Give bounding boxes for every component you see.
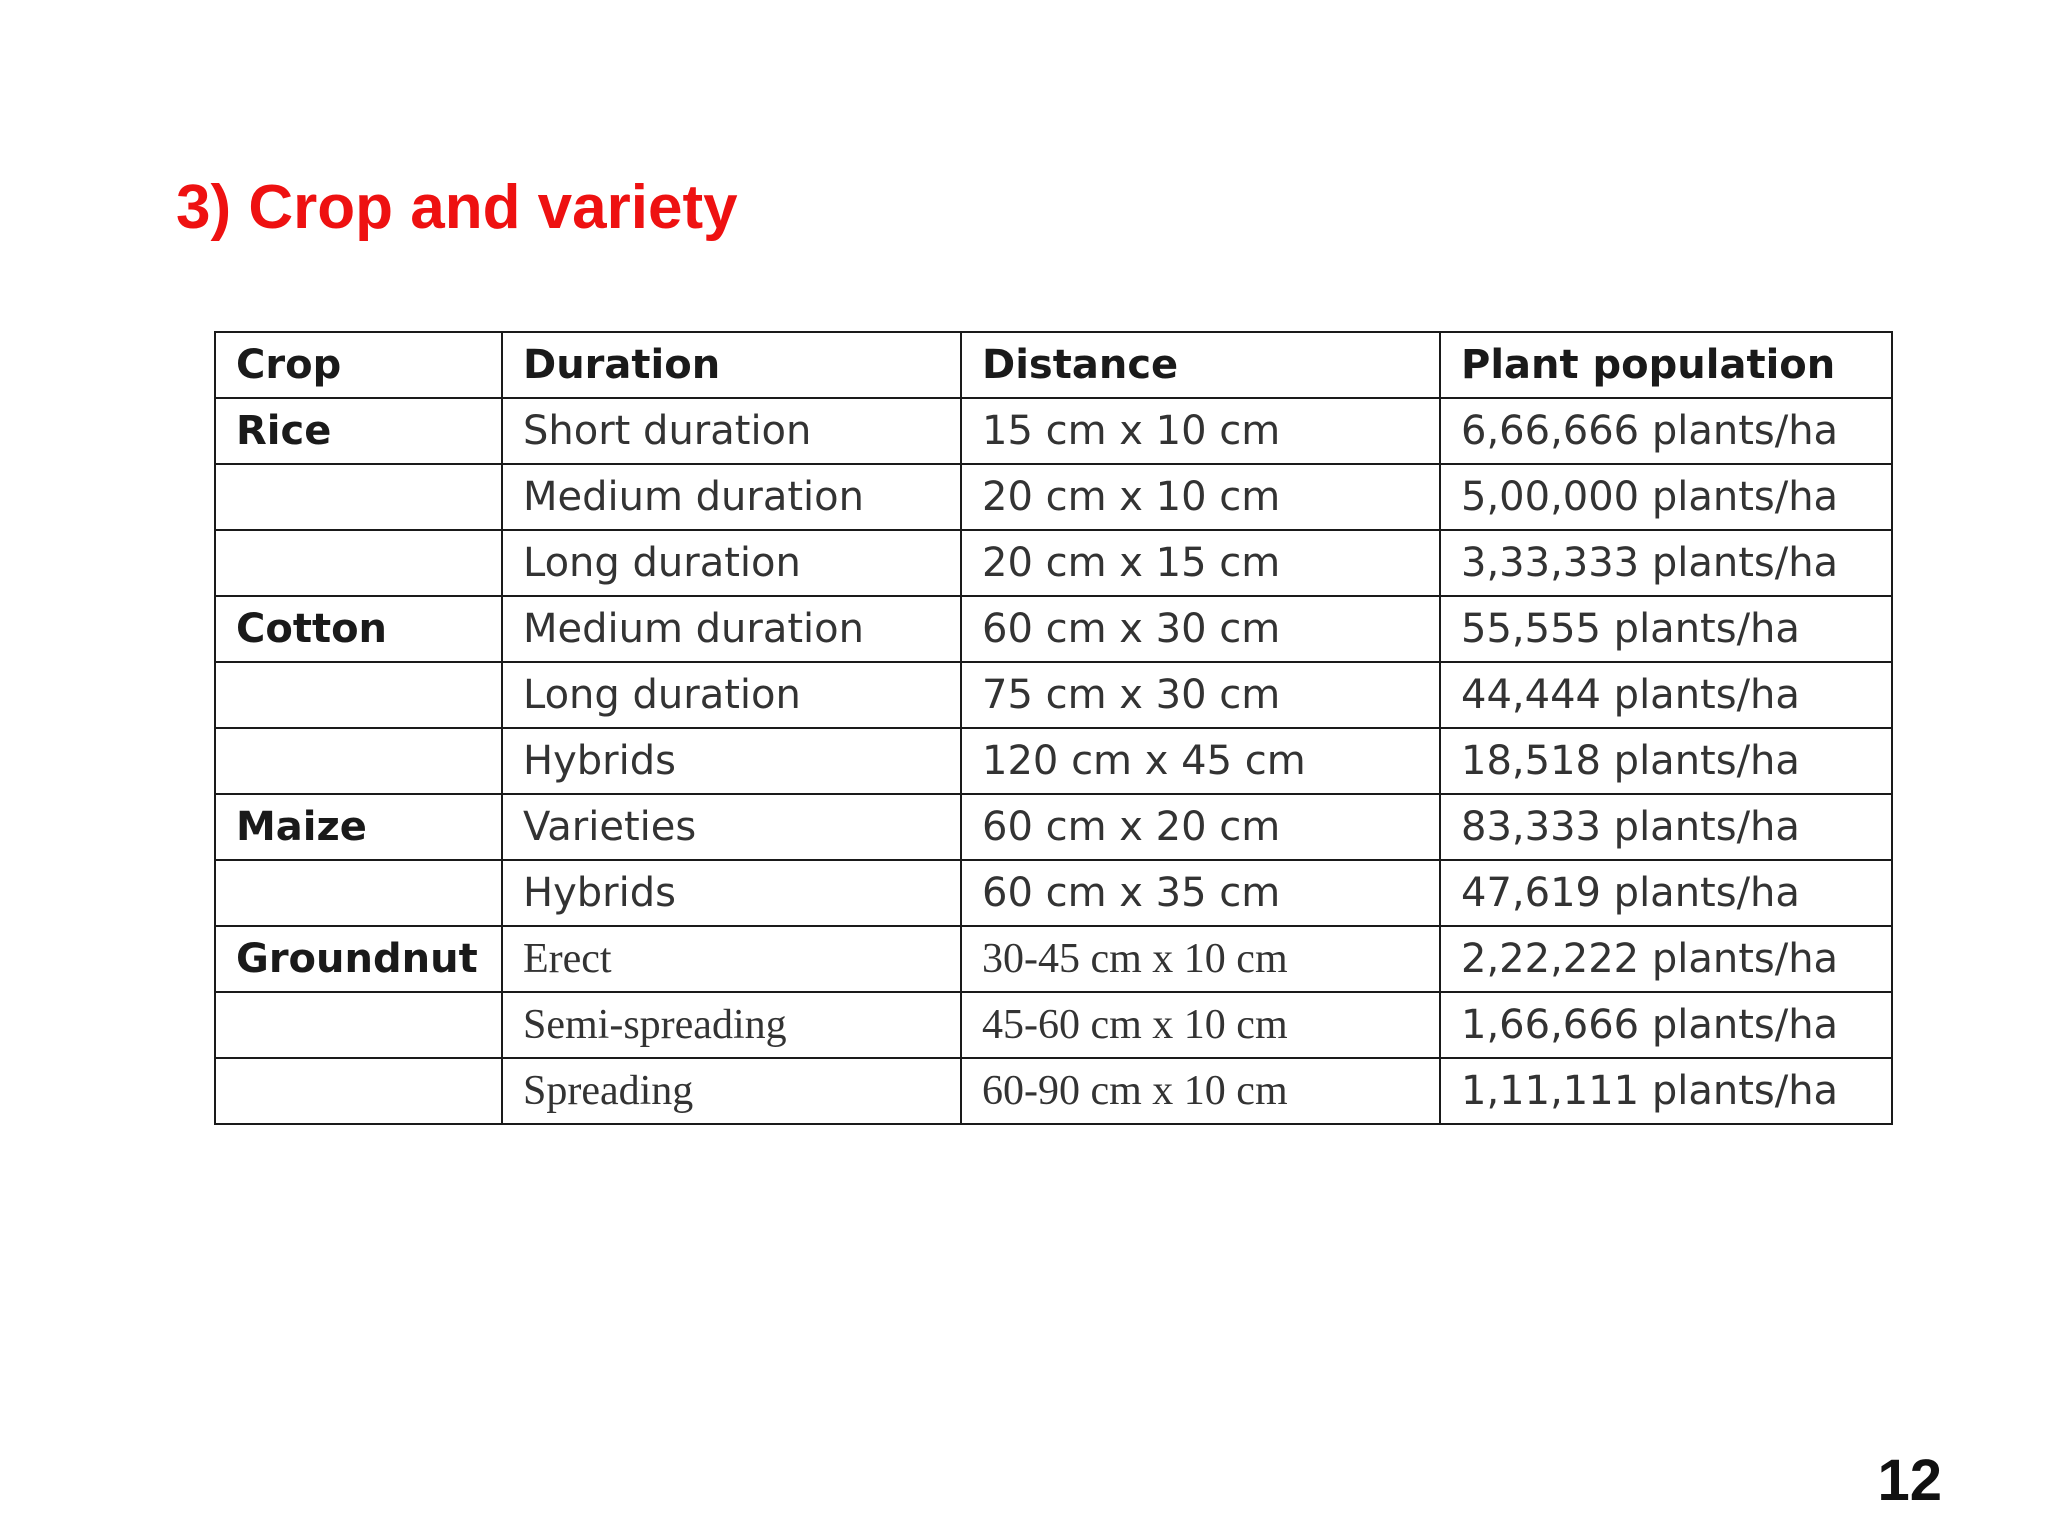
table-row — [215, 794, 1892, 860]
table-header-row — [215, 332, 1892, 398]
cell-crop: Rice — [215, 398, 502, 464]
cell-distance: 15 cm x 10 cm — [961, 398, 1440, 464]
cell-population: 6,66,666 plants/ha — [1440, 398, 1892, 464]
cell-distance: 75 cm x 30 cm — [961, 662, 1440, 728]
cell-duration: Short duration — [502, 398, 961, 464]
cell-population: 44,444 plants/ha — [1440, 662, 1892, 728]
table-row — [215, 992, 1892, 1058]
cell-crop — [215, 464, 502, 530]
cell-crop: Groundnut — [215, 926, 502, 992]
cell-duration: Long duration — [502, 662, 961, 728]
cell-population: 5,00,000 plants/ha — [1440, 464, 1892, 530]
cell-population: 47,619 plants/ha — [1440, 860, 1892, 926]
table-row — [215, 662, 1892, 728]
cell-population: 18,518 plants/ha — [1440, 728, 1892, 794]
table-row — [215, 860, 1892, 926]
cell-duration: Hybrids — [502, 728, 961, 794]
cell-population: 55,555 plants/ha — [1440, 596, 1892, 662]
cell-duration: Long duration — [502, 530, 961, 596]
cell-distance: 20 cm x 10 cm — [961, 464, 1440, 530]
cell-duration: Medium duration — [502, 596, 961, 662]
table-row — [215, 464, 1892, 530]
crop-variety-table — [214, 331, 1893, 1125]
cell-crop: Maize — [215, 794, 502, 860]
table-row — [215, 596, 1892, 662]
table-row — [215, 1058, 1892, 1124]
cell-distance: 60-90 cm x 10 cm — [961, 1058, 1440, 1124]
cell-distance: 60 cm x 30 cm — [961, 596, 1440, 662]
page-number: 12 — [1877, 1448, 1942, 1513]
cell-distance: 120 cm x 45 cm — [961, 728, 1440, 794]
slide-title: 3) Crop and variety — [176, 173, 738, 242]
header-distance: Distance — [961, 332, 1440, 398]
table-row — [215, 530, 1892, 596]
table-row — [215, 926, 1892, 992]
cell-crop: Cotton — [215, 596, 502, 662]
cell-distance: 45-60 cm x 10 cm — [961, 992, 1440, 1058]
cell-population: 1,66,666 plants/ha — [1440, 992, 1892, 1058]
cell-crop — [215, 992, 502, 1058]
cell-population: 1,11,111 plants/ha — [1440, 1058, 1892, 1124]
cell-distance: 60 cm x 35 cm — [961, 860, 1440, 926]
header-duration: Duration — [502, 332, 961, 398]
cell-duration: Varieties — [502, 794, 961, 860]
header-crop: Crop — [215, 332, 502, 398]
cell-crop — [215, 662, 502, 728]
table-row — [215, 398, 1892, 464]
cell-population: 2,22,222 plants/ha — [1440, 926, 1892, 992]
cell-distance: 60 cm x 20 cm — [961, 794, 1440, 860]
cell-duration: Spreading — [502, 1058, 961, 1124]
table-row — [215, 728, 1892, 794]
cell-duration: Semi-spreading — [502, 992, 961, 1058]
cell-crop — [215, 530, 502, 596]
cell-crop — [215, 860, 502, 926]
cell-distance: 30-45 cm x 10 cm — [961, 926, 1440, 992]
cell-crop — [215, 728, 502, 794]
cell-population: 83,333 plants/ha — [1440, 794, 1892, 860]
cell-duration: Medium duration — [502, 464, 961, 530]
cell-duration: Erect — [502, 926, 961, 992]
header-plant-population: Plant population — [1440, 332, 1892, 398]
cell-population: 3,33,333 plants/ha — [1440, 530, 1892, 596]
cell-crop — [215, 1058, 502, 1124]
cell-duration: Hybrids — [502, 860, 961, 926]
cell-distance: 20 cm x 15 cm — [961, 530, 1440, 596]
